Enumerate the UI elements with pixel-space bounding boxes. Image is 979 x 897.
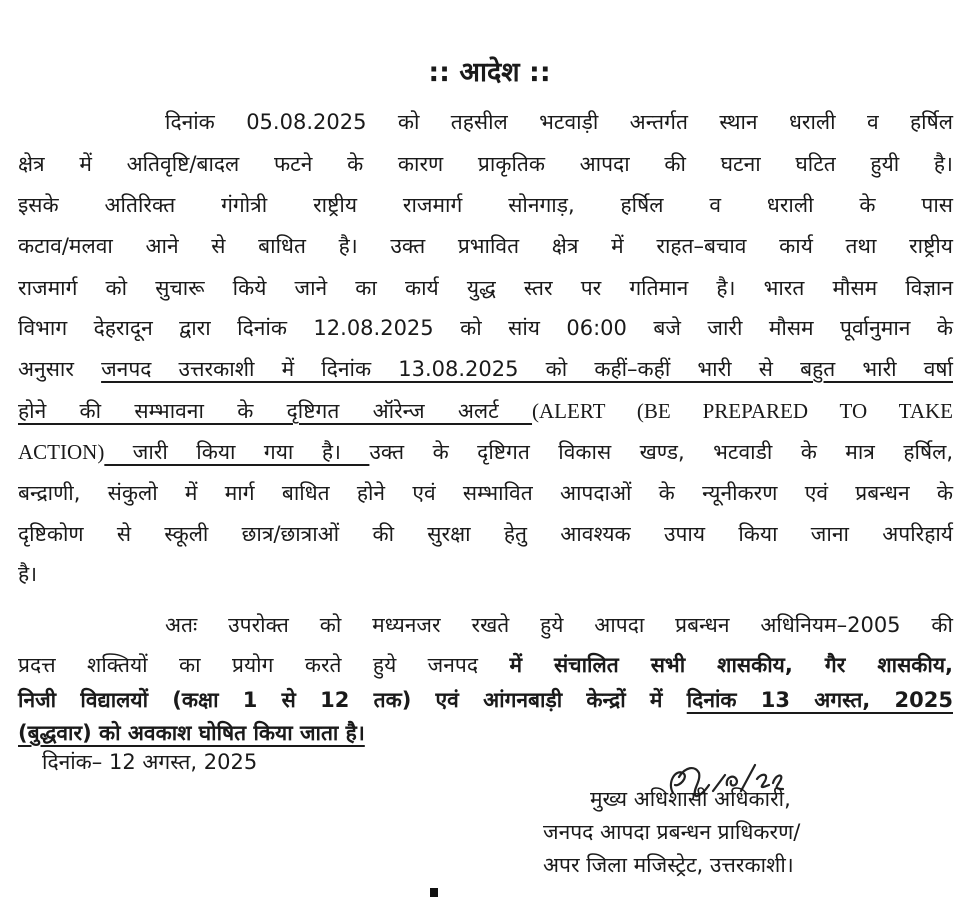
underlined-text: होने की सम्भावना के दृष्टिगत ऑरेन्ज अलर्ट: [18, 399, 533, 423]
line-text: दृष्टिकोण से स्कूली छात्र/छात्राओं की सुरक्षा हेतु आवश्यक उपाय किया जाना अपरिहार्य: [18, 522, 953, 546]
line-text: (ALERT (BE PREPARED TO TAKE: [532, 399, 953, 423]
body-line: [18, 437, 953, 467]
body-line: [18, 650, 953, 680]
body-line: [18, 718, 953, 748]
page-edge-mark: [430, 888, 438, 897]
body-line: [18, 149, 953, 179]
bold-text: में संचालित सभी शासकीय, गैर शासकीय,: [509, 653, 953, 677]
line-text: दिनांक– 12 अगस्त, 2025: [42, 750, 258, 774]
body-line: [18, 273, 953, 303]
signatory-authority: जनपद आपदा प्रबन्धन प्राधिकरण/: [543, 820, 801, 844]
line-text: दिनांक 05.08.2025 को तहसील भटवाड़ी अन्तर्गत स्थान धराली व हर्षिल: [165, 110, 953, 134]
underlined-text: जनपद उत्तरकाशी में दिनांक 13.08.2025 को कहीं–कहीं भारी से बहुत भारी वर्षा: [101, 357, 953, 381]
page-title: :: आदेश ::: [428, 57, 551, 88]
body-line: [18, 313, 953, 343]
body-line: [18, 231, 953, 261]
line-text: क्षेत्र में अतिवृष्टि/बादल फटने के कारण प्राकृतिक आपदा की घटना घटित हुयी है।: [18, 152, 953, 176]
body-line: [18, 354, 953, 384]
body-line: [18, 396, 953, 426]
line-text: अतः उपरोक्त को मध्यनजर रखते हुये आपदा प्रबन्धन अधिनियम–2005 की: [165, 613, 953, 637]
line-text: है।: [18, 562, 38, 586]
line-text: प्रदत्त शक्तियों का प्रयोग करते हुये जनपद: [18, 653, 510, 677]
underlined-text: दिनांक 13 अगस्त, 2025: [686, 688, 953, 712]
body-line: [18, 519, 953, 549]
body-line: [18, 559, 953, 589]
body-line: [18, 685, 953, 715]
body-line: [165, 107, 953, 137]
line-text: अनुसार: [18, 357, 102, 381]
body-line: [18, 478, 953, 508]
line-text: उक्त के दृष्टिगत विकास खण्ड, भटवाडी के मात्र हर्षिल,: [369, 440, 953, 464]
line-text: विभाग देहरादून द्वारा दिनांक 12.08.2025 को सांय 06:00 बजे जारी मौसम पूर्वानुमान के: [18, 316, 953, 340]
line-text: बन्द्राणी, संकुलो में मार्ग बाधित होने एवं सम्भावित आपदाओं के न्यूनीकरण एवं प्रबन्धन के: [18, 481, 953, 505]
underlined-text: (बुद्धवार) को अवकाश घोषित किया जाता है।: [18, 721, 365, 745]
line-text: ACTION): [18, 440, 105, 464]
body-line: [165, 610, 953, 640]
body-line: [18, 190, 953, 220]
signatory-designation: मुख्य अधिशासी अधिकारी,: [590, 787, 791, 811]
line-text: इसके अतिरिक्त गंगोत्री राष्ट्रीय राजमार्ग सोनगाड़, हर्षिल व धराली के पास: [18, 193, 953, 217]
signatory-office: अपर जिला मजिस्ट्रेट, उत्तरकाशी।: [543, 853, 794, 877]
bold-text: निजी विद्यालयों (कक्षा 1 से 12 तक) एवं आंगनबाड़ी केन्द्रों में: [18, 688, 687, 712]
line-text: कटाव/मलवा आने से बाधित है। उक्त प्रभावित क्षेत्र में राहत–बचाव कार्य तथा राष्ट्रीय: [18, 234, 953, 258]
body-line: [42, 747, 977, 777]
underlined-text: जारी किया गया है।: [104, 440, 370, 464]
line-text: राजमार्ग को सुचारू किये जाने का कार्य युद्ध स्तर पर गतिमान है। भारत मौसम विज्ञान: [18, 276, 953, 300]
